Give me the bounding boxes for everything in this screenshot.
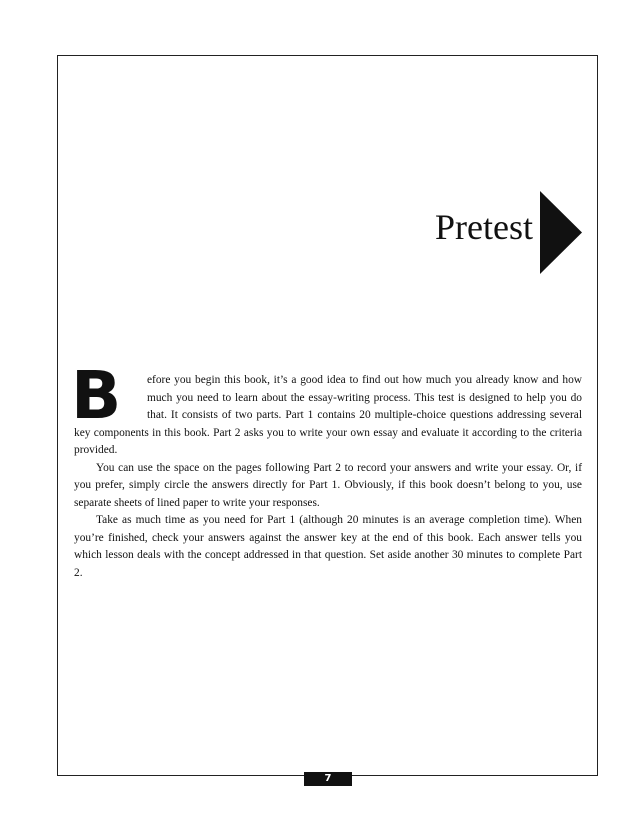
drop-cap: B [71, 357, 122, 434]
intro-text [71, 357, 582, 582]
page-number: 7 [304, 772, 352, 786]
chapter-title: Pretest [435, 207, 533, 247]
chapter-arrow-icon [540, 191, 582, 274]
intro-paragraph-3: Take as much time as you need for Part 1 (although 20 minutes is an average completion time). When you’re finished, check your answers against the answer key at the end of this book. Each answer tells you which lesson deals with the concept addressed in that question. Set aside another 30 minutes to complete Part 2. [74, 514, 582, 579]
intro-paragraph-2: You can use the space on the pages following Part 2 to record your answers and write your essay. Or, if you prefer, simply circle the answers directly for Part 1. Obviously, if this book doesn’t belong to you, use separate sheets of lined paper to write your responses. [74, 461, 582, 509]
intro-paragraph-1: efore you begin this book, it’s a good idea to find out how much you already know and how much you need to learn about the essay-writing process. This test is designed to help you do that. It consists of two parts. Part 1 contains 20 multiple-choice questions addressing several key components in this book. Part 2 asks you to write your own essay and evaluate it according to the criteria provided. [74, 374, 582, 456]
